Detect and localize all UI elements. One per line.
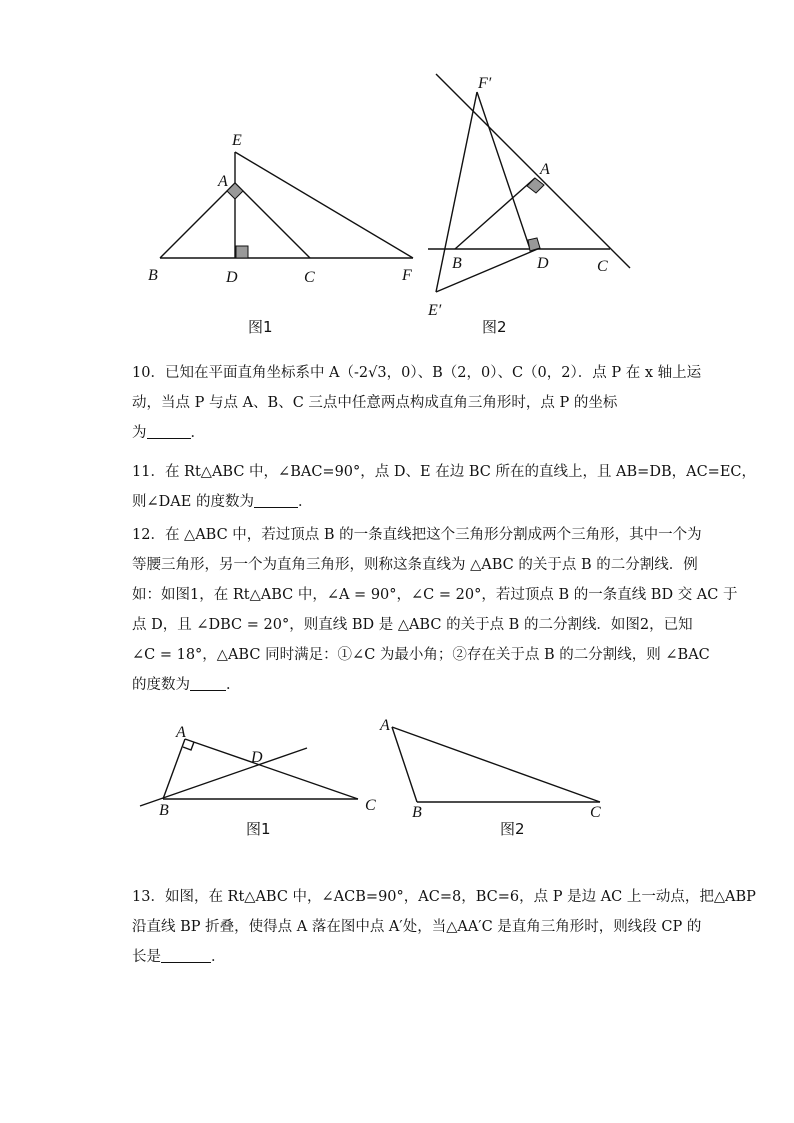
q12-line3: 如：如图1，在 Rt△ABC 中，∠A = 90°，∠C = 20°，若过顶点 B 的一条直线 BD 交 AC 于	[132, 587, 738, 603]
top-figures-svg	[130, 70, 650, 345]
q10-line1: 10．已知在平面直角坐标系中 A（-2√3，0）、B（2，0）、C（0，2）．点 P 在 x 轴上运	[132, 365, 702, 381]
q12-line2: 等腰三角形，另一个为直角三角形，则称这条直线为 △ABC 的关于点 B 的二分割线．例	[132, 557, 698, 573]
q11-line1: 11．在 Rt△ABC 中，∠BAC=90°，点 D、E 在边 BC 所在的直线上，且 AB=DB，AC=EC，	[132, 464, 757, 480]
label-e: E	[232, 132, 242, 149]
label-a-mid2: A	[380, 717, 390, 734]
caption-fig2-top: 图2	[482, 318, 507, 336]
label-b-mid2: B	[412, 804, 422, 821]
q12-answer-blank[interactable]	[190, 676, 226, 691]
label-b2: B	[452, 255, 462, 272]
q13-line3-suffix: ．	[211, 949, 226, 965]
q13-line3-prefix: 长是	[132, 949, 161, 965]
label-a-mid1: A	[176, 724, 186, 741]
q10-line3-suffix: ．	[190, 425, 205, 441]
label-a2: A	[540, 161, 550, 178]
label-d-mid1: D	[251, 749, 263, 766]
right-angle-mark-d	[236, 246, 248, 258]
q11-line2-suffix: ．	[297, 494, 313, 510]
label-f: F	[402, 267, 412, 284]
q10-answer-blank[interactable]	[147, 424, 191, 439]
question-13	[132, 888, 756, 966]
label-f-prime: F′	[478, 75, 492, 92]
label-c-mid1: C	[365, 797, 376, 814]
q10-line3-prefix: 为	[132, 425, 147, 441]
q12-line4: 点 D，且 ∠DBC = 20°，则直线 BD 是 △ABC 的关于点 B 的二分割线．如图2，已知	[132, 617, 693, 633]
caption-fig1-mid: 图1	[246, 820, 271, 838]
q12-line1: 12．在 △ABC 中，若过顶点 B 的一条直线把这个三角形分割成两个三角形，其中一个为	[132, 527, 702, 543]
question-11	[132, 463, 757, 511]
question-10	[132, 364, 702, 442]
q13-line3	[132, 948, 672, 966]
q11-answer-blank[interactable]	[254, 493, 298, 508]
right-angle-mark-d2	[528, 238, 540, 251]
question-12	[132, 526, 738, 694]
q11-line2-prefix: 则∠DAE 的度数为	[132, 494, 254, 510]
label-d: D	[226, 269, 238, 286]
q13-line2: 沿直线 BP 折叠，使得点 A 落在图中点 A′处，当△AA′C 是直角三角形时，则线段 CP 的	[132, 919, 702, 935]
figure-1-top	[160, 152, 413, 258]
label-e-prime: E′	[428, 302, 442, 319]
middle-figures-svg	[130, 712, 630, 842]
caption-fig2-mid: 图2	[500, 820, 525, 838]
label-b: B	[148, 267, 158, 284]
figure-2-mid	[392, 727, 600, 802]
caption-fig1-top: 图1	[248, 318, 273, 336]
right-angle-mark-a	[227, 183, 243, 199]
q12-line6	[132, 676, 672, 694]
q11-line2	[132, 493, 672, 511]
label-a: A	[218, 173, 228, 190]
q10-line2: 动，当点 P 与点 A、B、C 三点中任意两点构成直角三角形时，点 P 的坐标	[132, 395, 618, 411]
q13-line1: 13．如图，在 Rt△ABC 中，∠ACB=90°，AC=8，BC=6，点 P 是边 AC 上一动点，把△ABP	[132, 889, 756, 905]
top-figures	[130, 70, 650, 345]
q12-line6-prefix: 的度数为	[132, 677, 190, 693]
q13-answer-blank[interactable]	[161, 948, 211, 963]
figure-1-mid	[140, 739, 358, 806]
q10-line3	[132, 424, 672, 442]
q12-line5: ∠C = 18°，△ABC 同时满足：①∠C 为最小角；②存在关于点 B 的二分割线，则 ∠BAC	[132, 647, 710, 663]
label-c-mid2: C	[590, 804, 601, 821]
label-b-mid1: B	[159, 802, 169, 819]
label-c2: C	[597, 258, 608, 275]
middle-figures	[130, 712, 630, 842]
label-c: C	[304, 269, 315, 286]
q12-line6-suffix: ．	[226, 677, 241, 693]
label-d2: D	[537, 255, 549, 272]
